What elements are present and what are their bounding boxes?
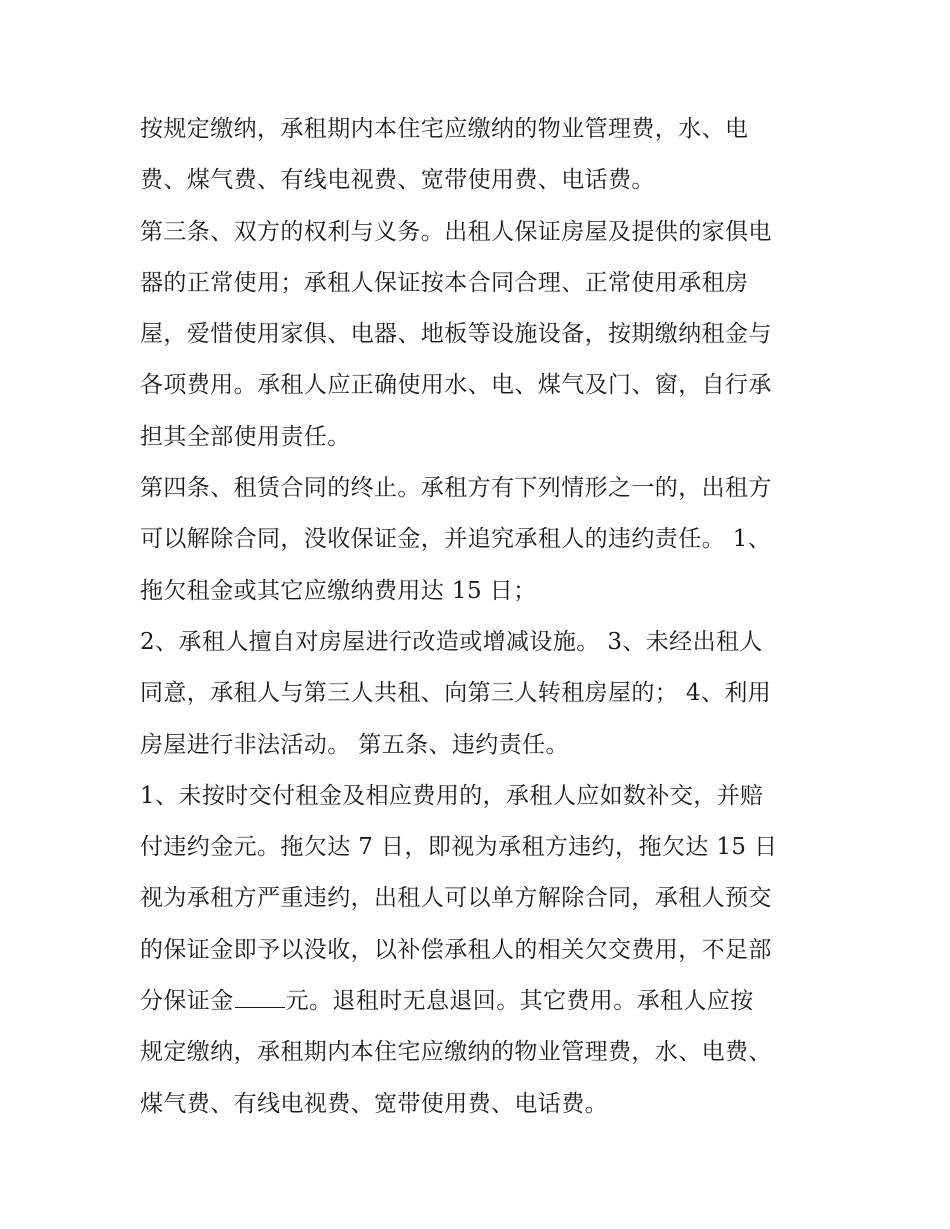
text-line: 2、承租人擅自对房屋进行改造或增减设施。 3、未经出租人	[140, 628, 763, 655]
text-line: 煤气费、有线电视费、宽带使用费、电话费。	[140, 1090, 608, 1117]
text-line: 付违约金元。拖欠达 7 日，即视为承租方违约，拖欠达 15 日	[140, 834, 778, 861]
text-line: 房屋进行非法活动。 第五条、违约责任。	[140, 731, 569, 758]
text-line: 第四条、租赁合同的终止。承租方有下列情形之一的，出租方	[140, 475, 772, 502]
text-line: 各项费用。承租人应正确使用水、电、煤气及门、窗，自行承	[140, 372, 772, 399]
blank-line-before: 分保证金	[140, 988, 234, 1015]
text-line: 的保证金即予以没收，以补偿承租人的相关欠交费用，不足部	[140, 936, 772, 963]
text-line: 费、煤气费、有线电视费、宽带使用费、电话费。	[140, 167, 655, 194]
text-line: 第三条、双方的权利与义务。出租人保证房屋及提供的家俱电	[140, 218, 772, 245]
text-line: 屋，爱惜使用家俱、电器、地板等设施设备，按期缴纳租金与	[140, 321, 772, 348]
text-line: 按规定缴纳，承租期内本住宅应缴纳的物业管理费，水、电	[140, 116, 749, 142]
document-body	[140, 104, 820, 1130]
fill-in-blank	[235, 989, 285, 1008]
text-line: 规定缴纳，承租期内本住宅应缴纳的物业管理费，水、电费、	[140, 1039, 772, 1066]
text-line: 拖欠租金或其它应缴纳费用达 15 日；	[140, 577, 537, 604]
text-line-with-blank	[140, 976, 820, 1027]
text-line: 可以解除合同，没收保证金，并追究承租人的违约责任。 1、	[140, 526, 772, 553]
text-line: 担其全部使用责任。	[140, 423, 351, 450]
text-line: 1、未按时交付租金及相应费用的，承租人应如数补交，并赔	[140, 782, 764, 809]
text-line: 视为承租方严重违约，出租人可以单方解除合同，承租人预交	[140, 885, 772, 912]
text-line: 同意，承租人与第三人共租、向第三人转租房屋的； 4、利用	[140, 680, 772, 707]
text-line: 器的正常使用；承租人保证按本合同合理、正常使用承租房	[140, 269, 749, 296]
blank-line-after: 元。退租时无息退回。其它费用。承租人应按	[285, 988, 754, 1015]
